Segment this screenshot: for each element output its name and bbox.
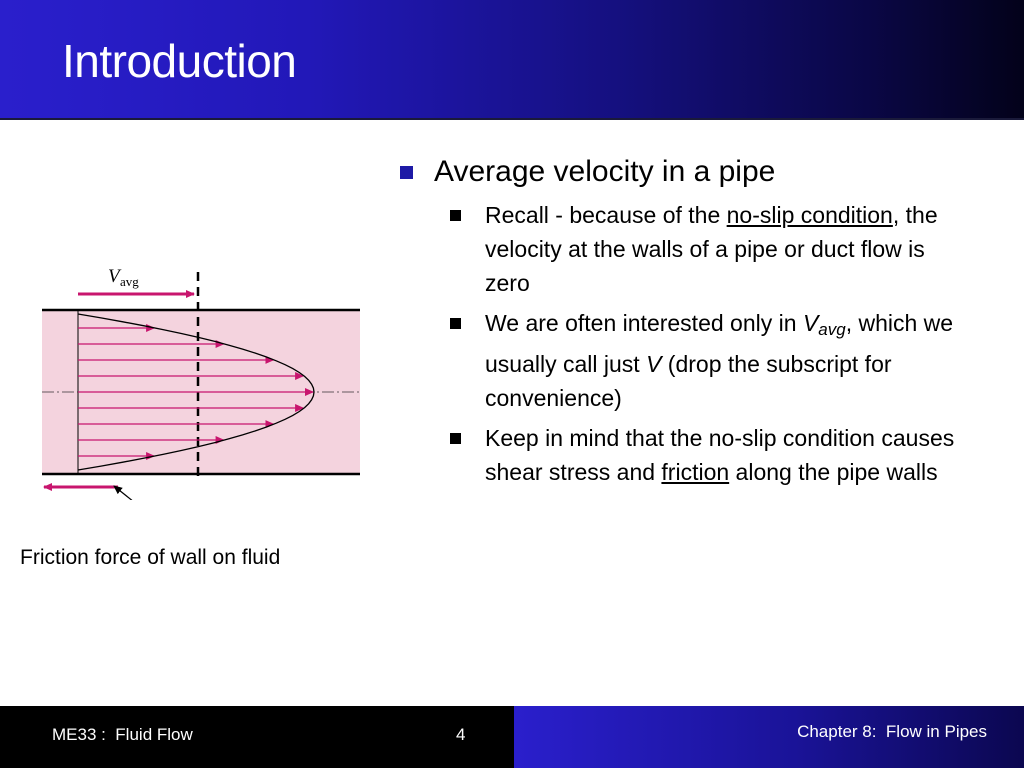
slide-content [396, 152, 976, 495]
variable-v: V [646, 351, 662, 377]
friction-link[interactable]: friction [661, 459, 730, 485]
sub-bullet-friction [396, 421, 955, 489]
footer-chapter: Chapter 8: Flow in Pipes [797, 722, 987, 741]
square-bullet-icon [450, 318, 461, 329]
bullet-text: Recall - because of the [485, 202, 727, 228]
friction-leader-line [114, 486, 179, 500]
v-avg-label-subscript: avg [120, 274, 139, 289]
sub-bullet-vavg [396, 306, 955, 415]
velocity-profile-diagram [36, 260, 366, 500]
bullet-text: , which we usually call just [485, 310, 954, 377]
square-bullet-icon [400, 166, 413, 179]
bullet-text: We are often interested only in [485, 310, 803, 336]
no-slip-link[interactable]: no-slip condition [726, 202, 893, 228]
sub-bullet-list [396, 198, 976, 489]
sub-bullet-recall [396, 198, 955, 300]
bullet-text: , the velocity at the walls of a pipe or duct flow is zero [485, 202, 938, 296]
bullet-text: Keep in mind that the no-slip condition causes shear stress and [485, 425, 955, 485]
footer-course: ME33 : Fluid Flow [52, 725, 193, 744]
bullet-text: along the pipe walls [729, 459, 938, 485]
variable-v: V [802, 310, 819, 336]
bullet-text: (drop the subscript for convenience) [485, 351, 892, 411]
main-bullet-text: Average velocity in a pipe [434, 155, 776, 188]
square-bullet-icon [450, 210, 461, 221]
v-avg-label: V [108, 266, 120, 287]
square-bullet-icon [450, 433, 461, 444]
page-number: 4 [456, 725, 466, 744]
main-bullet [396, 152, 976, 192]
title-divider [0, 118, 1024, 120]
slide-title: Introduction [62, 35, 297, 87]
variable-subscript: avg [818, 320, 846, 339]
figure-caption: Friction force of wall on fluid [20, 546, 281, 569]
